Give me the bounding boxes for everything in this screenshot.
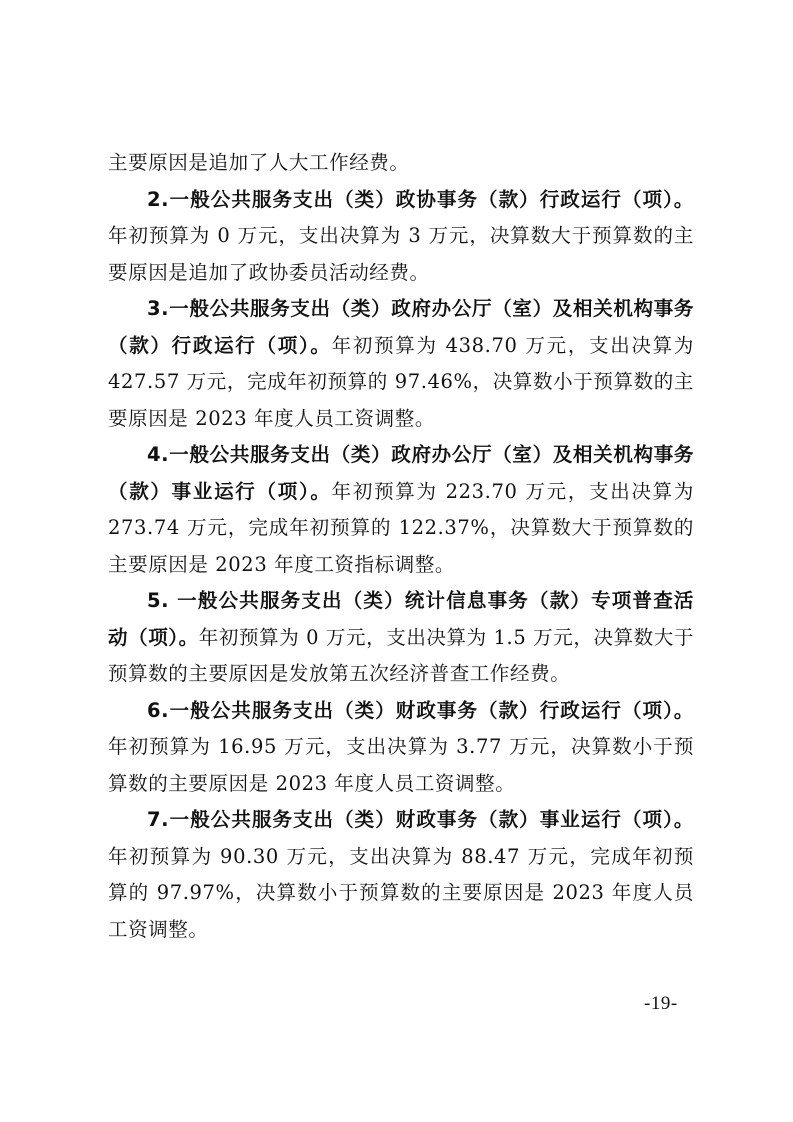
paragraph-heading: 4.一般公共服务支出（类）政府办公厅（室）及相关机构事务（款）事业运行（项）。 [108,443,694,503]
paragraph-body: 年初预算为 16.95 万元，支出决算为 3.77 万元，决算数小于预算数的主要原因是 2023 年度人员工资调整。 [108,735,694,795]
paragraph-body: 年初预算为 90.30 万元，支出决算为 88.47 万元，完成年初预算的 97.97%，决算数小于预算数的主要原因是 2023 年度人员工资调整。 [108,844,694,941]
paragraph-body: 年初预算为 223.70 万元，支出决算为 273.74 万元，完成年初预算的 122.37%，决算数大于预算数的主要原因是 2023 年度工资指标调整。 [108,479,694,576]
paragraph-body: 年初预算为 0 万元，支出决算为 3 万元，决算数大于预算数的主要原因是追加了政协委员活动经费。 [108,224,694,284]
paragraph-body: 年初预算为 438.70 万元，支出决算为 427.57 万元，完成年初预算的 97.46%，决算数小于预算数的主要原因是 2023 年度人员工资调整。 [108,333,694,430]
paragraph-item-5 [108,583,694,693]
paragraph-item-2 [108,182,694,292]
paragraph-heading: 7.一般公共服务支出（类）财政事务（款）事业运行（项）。 [147,808,694,831]
document-body [108,145,694,948]
paragraph-item-7 [108,802,694,948]
paragraph-item-6 [108,693,694,803]
paragraph-item-4 [108,437,694,583]
paragraph-body: 主要原因是追加了人大工作经费。 [108,151,410,174]
paragraph-heading: 3.一般公共服务支出（类）政府办公厅（室）及相关机构事务（款）行政运行（项）。 [108,297,694,357]
paragraph-body: 年初预算为 0 万元，支出决算为 1.5 万元，决算数大于预算数的主要原因是发放第五次经济普查工作经费。 [108,625,694,685]
paragraph-heading: 2.一般公共服务支出（类）政协事务（款）行政运行（项）。 [147,187,694,211]
paragraph-heading: 6.一般公共服务支出（类）财政事务（款）行政运行（项）。 [147,698,694,722]
page-number: -19- [644,993,678,1014]
paragraph-heading: 5. 一般公共服务支出（类）统计信息事务（款）专项普查活动（项）。 [108,589,694,649]
paragraph-continuation [108,145,694,182]
paragraph-item-3 [108,291,694,437]
